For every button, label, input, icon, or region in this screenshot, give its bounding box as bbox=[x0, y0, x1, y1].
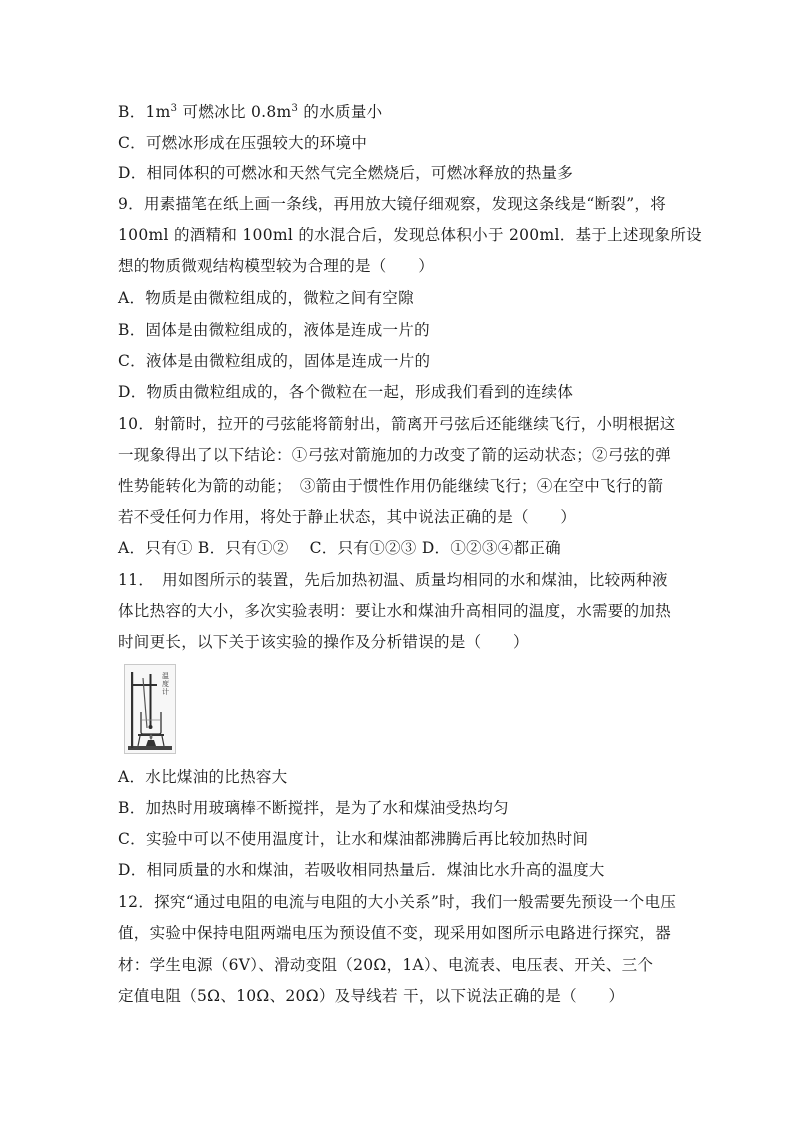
q11-option-b: B．加热时用玻璃棒不断搅拌，是为了水和煤油受热均匀 bbox=[118, 799, 509, 817]
thermometer-label: 温度计 bbox=[162, 672, 169, 696]
q12-stem-line-1: 12．探究“通过电阻的电流与电阻的大小关系”时，我们一般需要先预设一个电压 bbox=[118, 893, 677, 911]
q11-option-c: C．实验中可以不使用温度计，让水和煤油都沸腾后再比较加热时间 bbox=[118, 830, 589, 848]
q11-option-d: D．相同质量的水和煤油，若吸收相同热量后．煤油比水升高的温度大 bbox=[118, 861, 605, 879]
q11-stem-line-1: 11． 用如图所示的装置，先后加热初温、质量均相同的水和煤油，比较两种液 bbox=[118, 571, 668, 589]
q8-option-c: C．可燃冰形成在压强较大的环境中 bbox=[118, 134, 368, 152]
q10-stem-line-3: 性势能转化为箭的动能； ③箭由于惯性作用仍能继续飞行；④在空中飞行的箭 bbox=[118, 477, 664, 495]
heating-apparatus-figure bbox=[124, 664, 176, 754]
q8-option-d: D．相同体积的可燃冰和天然气完全燃烧后，可燃冰释放的热量多 bbox=[118, 164, 574, 182]
q10-options: A．只有① B．只有①② C．只有①②③ D．①②③④都正确 bbox=[118, 539, 561, 557]
q11-option-a: A．水比煤油的比热容大 bbox=[118, 768, 288, 786]
q9-option-a: A．物质是由微粒组成的，微粒之间有空隙 bbox=[118, 289, 414, 307]
q11-stem-line-2: 体比热容的大小，多次实验表明：要让水和煤油升高相同的温度，水需要的加热 bbox=[118, 602, 672, 620]
q10-stem-line-1: 10．射箭时，拉开的弓弦能将箭射出，箭离开弓弦后还能继续飞行，小明根据这 bbox=[118, 415, 676, 433]
q9-stem-line-1: 9．用素描笔在纸上画一条线，再用放大镜仔细观察，发现这条线是“断裂”，将 bbox=[118, 195, 667, 213]
q9-option-c: C．液体是由微粒组成的，固体是连成一片的 bbox=[118, 352, 431, 370]
q12-stem-line-3: 材：学生电源（6V）、滑动变阻（20Ω，1A）、电流表、电压表、开关、三个 bbox=[118, 956, 654, 974]
q8-option-b: B．$1m^3$ 可燃冰比 $0.8m^3$ 的水质量小 bbox=[118, 102, 383, 121]
q11-stem-line-3: 时间更长，以下关于该实验的操作及分析错误的是（ ） bbox=[118, 633, 529, 651]
q12-stem-line-4: 定值电阻（5Ω、10Ω、20Ω）及导线若 干，以下说法正确的是（ ） bbox=[118, 987, 625, 1005]
q9-option-b: B．固体是由微粒组成的，液体是连成一片的 bbox=[118, 321, 430, 339]
q12-stem-line-2: 值，实验中保持电阻两端电压为预设值不变，现采用如图所示电路进行探究，器 bbox=[118, 924, 672, 942]
q10-stem-line-4: 若不受任何力作用，将处于静止状态，其中说法正确的是（ ） bbox=[118, 508, 577, 526]
q9-stem-line-3: 想的物质微观结构模型较为合理的是（ ） bbox=[118, 257, 435, 275]
q9-stem-line-2: 100ml 的酒精和 100ml 的水混合后，发现总体积小于 200ml．基于上述现象所设 bbox=[118, 226, 702, 244]
q9-option-d: D．物质由微粒组成的，各个微粒在一起，形成我们看到的连续体 bbox=[118, 383, 574, 401]
q10-stem-line-2: 一现象得出了以下结论：①弓弦对箭施加的力改变了箭的运动状态；②弓弦的弹 bbox=[118, 446, 672, 464]
